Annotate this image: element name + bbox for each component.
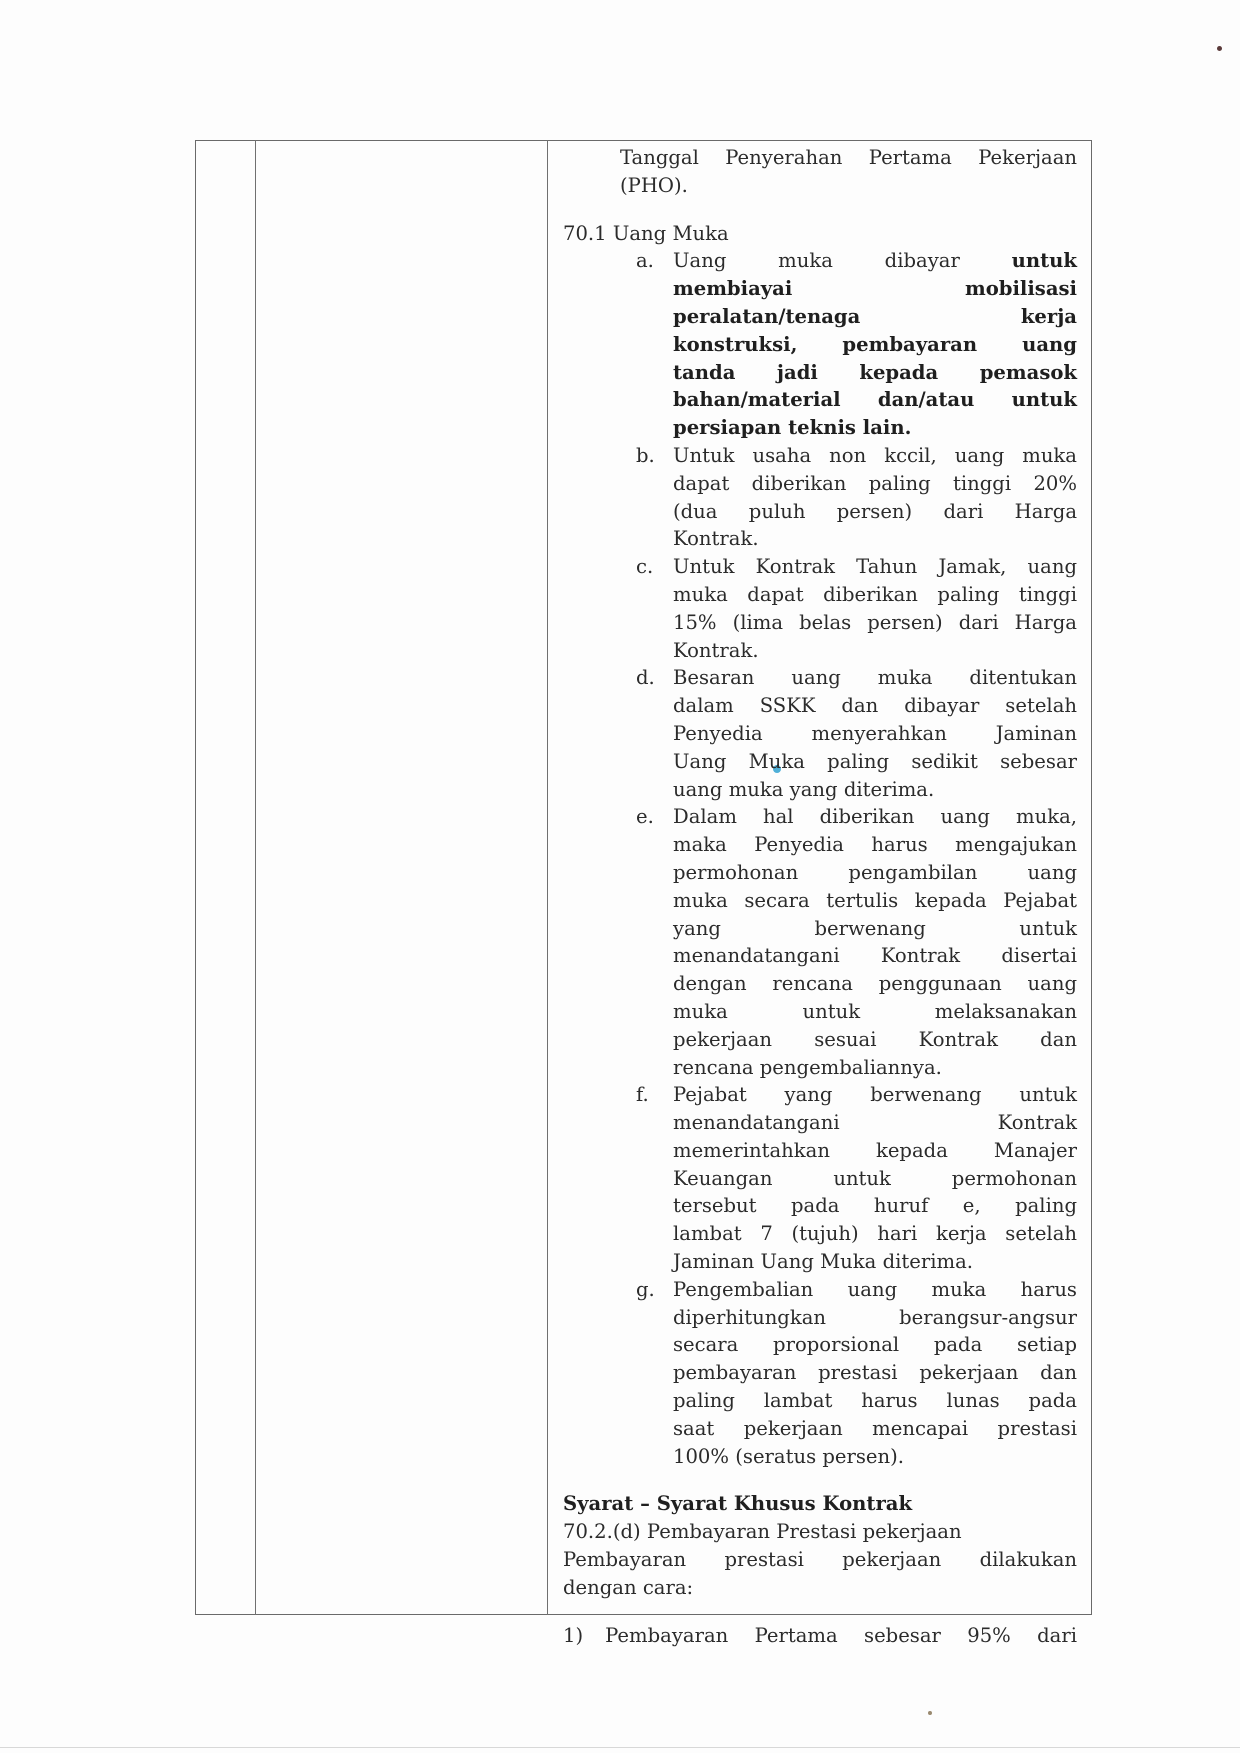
line-text: tersebut pada huruf e, paling (673, 1194, 1077, 1218)
list-item-line (673, 1248, 1077, 1276)
list-item-line (673, 748, 1077, 776)
line-text: dalam SSKK dan dibayar setelah (673, 694, 1077, 718)
line-bold-text: konstruksi, pembayaran uang (673, 332, 1077, 356)
list-item-line (673, 609, 1077, 637)
line-text: memerintahkan kepada Manajer (673, 1138, 1077, 1162)
list-item-label: f. (636, 1083, 649, 1107)
line-text: Besaran uang muka ditentukan (673, 666, 1077, 690)
list-item-label: g. (636, 1277, 655, 1301)
list-item (563, 442, 1077, 553)
list-item-line (673, 803, 1077, 831)
list-item-line (673, 414, 1077, 442)
line-text: (dua puluh persen) dari Harga (673, 499, 1077, 523)
list-item-line (673, 1415, 1077, 1443)
line-bold-text: bahan/material dan/atau untuk (673, 388, 1077, 412)
line-bold-text: persiapan teknis lain. (673, 416, 912, 440)
uang-muka-items (563, 247, 1077, 1470)
list-item-line (673, 442, 1077, 470)
list-item-line (673, 1054, 1077, 1082)
line-text: Penyedia menyerahkan Jaminan (673, 721, 1077, 745)
scan-speck (928, 1711, 932, 1715)
sskk-paragraph-line: Pembayaran prestasi pekerjaan dilakukan (563, 1548, 1077, 1572)
sskk-heading: Syarat – Syarat Khusus Kontrak (563, 1492, 913, 1516)
list-item-line (673, 359, 1077, 387)
line-text: diperhitungkan berangsur-angsur (673, 1305, 1077, 1329)
line-text: permohonan pengambilan uang (673, 860, 1077, 884)
line-text: pekerjaan sesuai Kontrak dan (673, 1027, 1077, 1051)
list-item-line (673, 1220, 1077, 1248)
line-text: menandatangani Kontrak (673, 1111, 1077, 1135)
list-item-line (673, 525, 1077, 553)
table-column-divider-2 (547, 140, 548, 1615)
line-text: dapat diberikan paling tinggi 20% (673, 471, 1077, 495)
list-item-label: e. (636, 805, 654, 829)
list-item-line (673, 386, 1077, 414)
sskk-subheading: 70.2.(d) Pembayaran Prestasi pekerjaan (563, 1520, 962, 1544)
payment-item-text: Pembayaran Pertama sebesar 95% dari (605, 1623, 1077, 1647)
line-text: dengan rencana penggunaan uang (673, 972, 1077, 996)
line-text: Uang Muka paling sedikit sebesar (673, 749, 1077, 773)
line-text: muka untuk melaksanakan (673, 999, 1077, 1023)
list-item-label: a. (636, 249, 654, 273)
list-item (563, 803, 1077, 1081)
line-bold-text: tanda jadi kepada pemasok (673, 360, 1077, 384)
line-text: Dalam hal diberikan uang muka, (673, 805, 1077, 829)
spacer (563, 1470, 1077, 1490)
payment-item-1 (563, 1622, 1077, 1650)
list-item-line (673, 498, 1077, 526)
list-item-line (673, 275, 1077, 303)
list-item-label: d. (636, 666, 655, 690)
list-item-line (673, 637, 1077, 665)
list-item-line (673, 970, 1077, 998)
list-item-line (673, 1026, 1077, 1054)
line-text: secara proporsional pada setiap (673, 1333, 1077, 1357)
line-text: muka dapat diberikan paling tinggi (673, 582, 1077, 606)
list-item-line (673, 1192, 1077, 1220)
list-item-line (673, 1304, 1077, 1332)
list-item-label: c. (636, 555, 654, 579)
list-item-line (673, 831, 1077, 859)
list-item-line (673, 664, 1077, 692)
list-item-line (673, 331, 1077, 359)
line-text: pembayaran prestasi pekerjaan dan (673, 1361, 1077, 1385)
clause-text-column (563, 140, 1077, 1649)
list-item (563, 1081, 1077, 1276)
list-item-line (673, 303, 1077, 331)
line-text: Uang muka dibayar (673, 249, 1012, 273)
line-text: saat pekerjaan mencapai prestasi (673, 1416, 1077, 1440)
line-bold-text: untuk (1011, 249, 1077, 273)
list-item-line (673, 720, 1077, 748)
list-item-line (673, 1165, 1077, 1193)
line-bold-text: peralatan/tenaga kerja (673, 304, 1077, 328)
line-text: maka Penyedia harus mengajukan (673, 833, 1077, 857)
line-text: Keuangan untuk permohonan (673, 1166, 1077, 1190)
line-text: Pengembalian uang muka harus (673, 1277, 1077, 1301)
line-text: paling lambat harus lunas pada (673, 1389, 1077, 1413)
list-item-line (673, 1109, 1077, 1137)
spacer (563, 1602, 1077, 1622)
section-70-1 (563, 220, 1077, 1471)
section-heading: 70.1 Uang Muka (563, 221, 729, 245)
list-item (563, 247, 1077, 442)
list-item-line (673, 1081, 1077, 1109)
list-item-line (673, 998, 1077, 1026)
line-text: uang muka yang diterima. (673, 777, 935, 801)
line-text: yang berwenang untuk (673, 916, 1077, 940)
line-text: rencana pengembaliannya. (673, 1055, 942, 1079)
list-item-line (673, 247, 1077, 275)
spacer (563, 200, 1077, 220)
list-item-line (673, 1137, 1077, 1165)
line-text: muka secara tertulis kepada Pejabat (673, 888, 1077, 912)
list-item (563, 664, 1077, 803)
list-item-line (673, 1443, 1077, 1471)
list-item-line (673, 887, 1077, 915)
line-text: Jaminan Uang Muka diterima. (673, 1250, 973, 1274)
list-item-label: b. (636, 443, 655, 467)
line-text: Pejabat yang berwenang untuk (673, 1083, 1077, 1107)
line-text: 100% (seratus persen). (673, 1444, 905, 1468)
list-item-line (673, 470, 1077, 498)
list-item-line (673, 1331, 1077, 1359)
list-item-line (673, 859, 1077, 887)
list-item-line (673, 1359, 1077, 1387)
table-column-divider-1 (255, 140, 256, 1615)
line-text: Untuk Kontrak Tahun Jamak, uang (673, 555, 1077, 579)
line-text: lambat 7 (tujuh) hari kerja setelah (673, 1222, 1077, 1246)
list-item-line (673, 581, 1077, 609)
list-item-line (673, 553, 1077, 581)
line-text: menandatangani Kontrak disertai (673, 944, 1077, 968)
list-item-line (673, 915, 1077, 943)
list-item-line (673, 776, 1077, 804)
list-item (563, 553, 1077, 664)
list-item-line (673, 942, 1077, 970)
intro-line: Tanggal Penyerahan Pertama Pekerjaan (620, 146, 1077, 169)
line-text: Kontrak. (673, 638, 759, 662)
sskk-paragraph-line: dengan cara: (563, 1575, 694, 1599)
sskk-section (563, 1490, 1077, 1649)
payment-item-label: 1) (563, 1623, 584, 1647)
line-bold-text: membiayai mobilisasi (673, 277, 1077, 301)
scan-edge-line (0, 1747, 1240, 1748)
list-item-line (673, 1387, 1077, 1415)
line-text: 15% (lima belas persen) dari Harga (673, 610, 1077, 634)
intro-paragraph (563, 144, 1077, 200)
list-item (563, 1276, 1077, 1471)
line-text: Kontrak. (673, 527, 759, 551)
list-item-line (673, 1276, 1077, 1304)
list-item-line (673, 692, 1077, 720)
line-text: Untuk usaha non kccil, uang muka (673, 443, 1077, 467)
scan-speck (1217, 46, 1222, 51)
intro-line: (PHO). (620, 173, 688, 197)
